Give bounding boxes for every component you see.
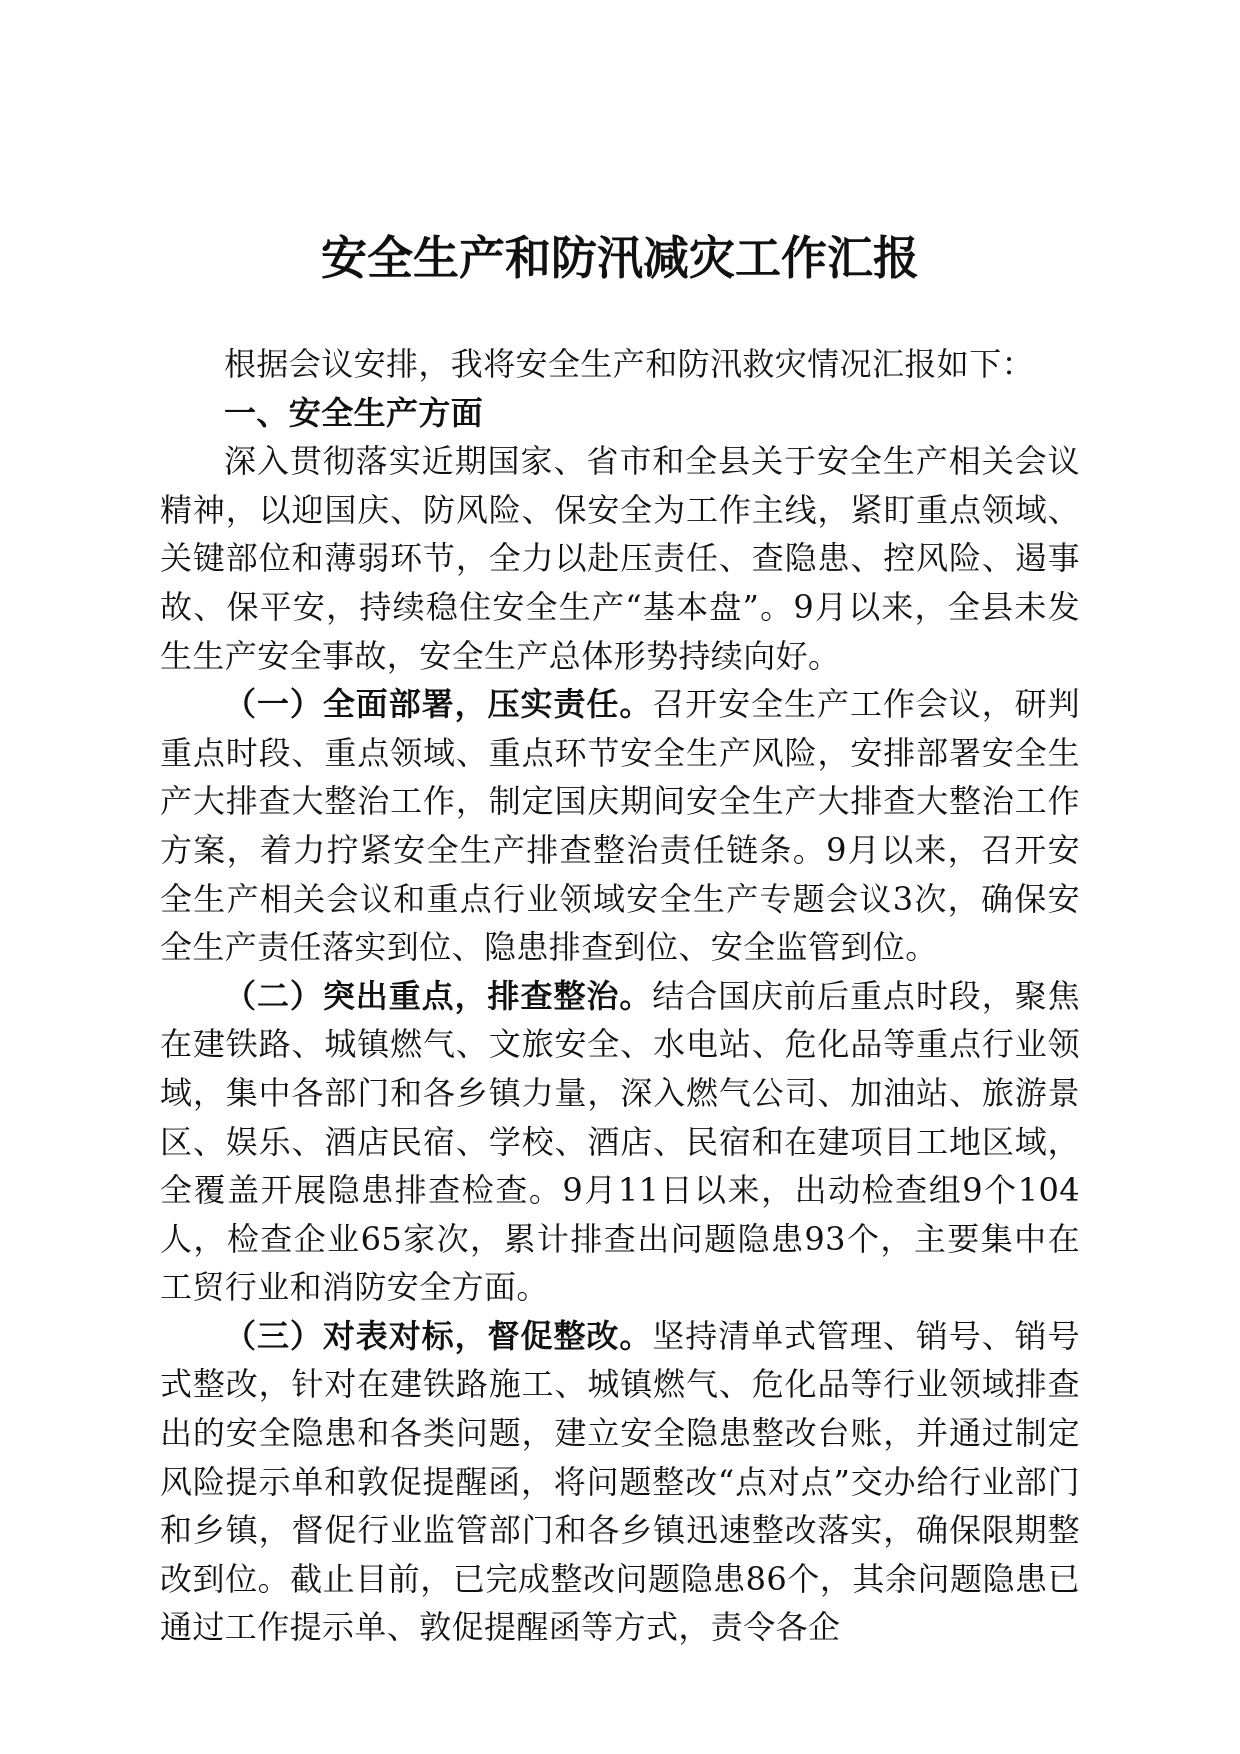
item-1-text: 召开安全生产工作会议，研判重点时段、重点领域、重点环节安全生产风险，安排部署安全生产大排查大整治工作，制定国庆期间安全生产大排查大整治工作方案，着力拧紧安全生产排查整治责任链条。9月以来，召开安全生产相关会议和重点行业领域安全生产专题会议3次，确保安全生产责任落实到位、隐患排查到位、安全监管到位。 — [160, 685, 1081, 967]
item-3-lead: （三）对表对标，督促整改。 — [224, 1316, 653, 1355]
section-heading: 一、安全生产方面 — [224, 393, 484, 432]
document-title: 安全生产和防汛减灾工作汇报 — [321, 231, 919, 285]
item-1-paragraph — [160, 680, 1080, 972]
item-3-paragraph — [160, 1312, 1080, 1652]
item-2-text: 结合国庆前后重点时段，聚焦在建铁路、城镇燃气、文旅安全、水电站、危化品等重点行业领域，集中各部门和各乡镇力量，深入燃气公司、加油站、旅游景区、娱乐、酒店民宿、学校、酒店、民宿和在建项目工地区域，全覆盖开展隐患排查检查。9月11日以来，出动检查组9个104人，检查企业65家次，累计排查出问题隐患93个，主要集中在工贸行业和消防安全方面。 — [160, 976, 1081, 1307]
item-2-lead: （二）突出重点，排查整治。 — [224, 976, 653, 1015]
item-2-paragraph — [160, 972, 1080, 1312]
item-3-text: 坚持清单式管理、销号、销号式整改，针对在建铁路施工、城镇燃气、危化品等行业领域排查出的安全隐患和各类问题，建立安全隐患整改台账，并通过制定风险提示单和敦促提醒函，将问题整改“点对点”交办给行业部门和乡镇，督促行业监管部门和各乡镇迅速整改落实，确保限期整改到位。截止目前，已完成整改问题隐患86个，其余问题隐患已通过工作提示单、敦促提醒函等方式，责令各企 — [160, 1316, 1081, 1647]
item-1-lead: （一）全面部署，压实责任。 — [224, 685, 653, 724]
section-summary-paragraph: 深入贯彻落实近期国家、省市和全县关于安全生产相关会议精神，以迎国庆、防风险、保安全为工作主线，紧盯重点领域、关键部位和薄弱环节，全力以赴压责任、查隐患、控风险、遏事故、保平安，持续稳住安全生产“基本盘”。9月以来，全县未发生生产安全事故，安全生产总体形势持续向好。 — [160, 442, 1080, 675]
document-body — [160, 340, 1080, 1652]
intro-paragraph: 根据会议安排，我将安全生产和防汛救灾情况汇报如下： — [224, 345, 1035, 383]
